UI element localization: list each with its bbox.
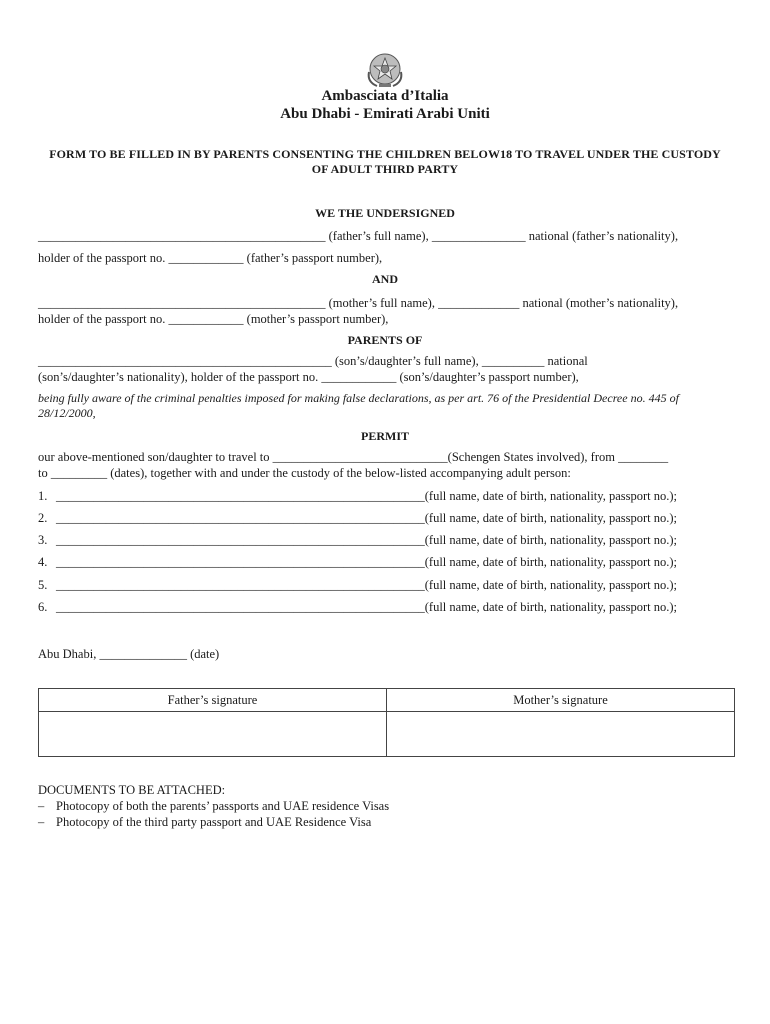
permit-destination-line: our above-mentioned son/daughter to travel to ____________________________(Schengen States involved), from ________ [38, 450, 669, 464]
form-title: FORM TO BE FILLED IN BY PARENTS CONSENTING THE CHILDREN BELOW18 TO TRAVEL UNDER THE CUSTODY OF ADULT THIRD PARTY [49, 147, 721, 176]
companion-number: 2. [38, 511, 48, 525]
embassy-name: Ambasciata d’Italia [321, 88, 449, 104]
document-item-text: Photocopy of the third party passport and UAE Residence Visa [56, 815, 372, 829]
section-and-heading: AND [372, 272, 398, 286]
companion-fields: ___________________________________________________________(full name, date of birth, nationality, passport no.); [56, 533, 678, 547]
document-item [38, 798, 735, 814]
companion-row [38, 533, 735, 548]
mother-passport-line: holder of the passport no. ____________ (mother’s passport number), [38, 312, 389, 326]
section-parents-heading: PARENTS OF [347, 333, 423, 347]
companion-number: 5. [38, 578, 48, 592]
mother-signature-label: Mother’s signature [387, 689, 735, 712]
companion-fields: ___________________________________________________________(full name, date of birth, nationality, passport no.); [56, 511, 678, 525]
father-name-line: ______________________________________________ (father’s full name), _______________ national (father’s nationality), [38, 229, 679, 243]
mother-signature-box[interactable] [387, 712, 735, 757]
companion-fields: ___________________________________________________________(full name, date of birth, nationality, passport no.); [56, 555, 678, 569]
companion-number: 3. [38, 533, 48, 547]
section-undersigned-heading: WE THE UNDERSIGNED [315, 206, 455, 220]
section-permit-heading: PERMIT [361, 429, 409, 443]
father-passport-line: holder of the passport no. ____________ (father’s passport number), [38, 251, 383, 265]
signature-table [38, 688, 735, 757]
companion-fields: ___________________________________________________________(full name, date of birth, nationality, passport no.); [56, 600, 678, 614]
child-passport-line: (son’s/daughter’s nationality), holder of the passport no. ____________ (son’s/daughter’s passport number), [38, 370, 579, 384]
document-item-text: Photocopy of both the parents’ passports and UAE residence Visas [56, 799, 390, 813]
embassy-location: Abu Dhabi - Emirati Arabi Uniti [280, 106, 490, 122]
italian-republic-emblem-icon [363, 50, 407, 90]
companion-fields: ___________________________________________________________(full name, date of birth, nationality, passport no.); [56, 578, 678, 592]
companion-row [38, 489, 735, 504]
companion-row [38, 578, 735, 593]
documents-heading: DOCUMENTS TO BE ATTACHED: [38, 783, 226, 797]
companion-number: 6. [38, 600, 48, 614]
companion-fields: ___________________________________________________________(full name, date of birth, nationality, passport no.); [56, 489, 678, 503]
documents-section [38, 782, 735, 830]
companion-number: 1. [38, 489, 48, 503]
document-item [38, 814, 735, 830]
father-signature-label: Father’s signature [39, 689, 387, 712]
father-signature-box[interactable] [39, 712, 387, 757]
permit-dates-line: to _________ (dates), together with and under the custody of the below-listed accompanying adult person: [38, 466, 571, 480]
dash-bullet: – [38, 815, 45, 829]
companion-row [38, 555, 735, 570]
companion-number: 4. [38, 555, 48, 569]
mother-name-line: ______________________________________________ (mother’s full name), _____________ national (mother’s nationality), [38, 296, 679, 310]
dash-bullet: – [38, 799, 45, 813]
place-date-line: Abu Dhabi, ______________ (date) [38, 647, 220, 661]
companion-row [38, 600, 735, 615]
companion-row [38, 511, 735, 526]
legal-declaration-note: being fully aware of the criminal penalties imposed for making false declarations, as per art. 76 of the Presidential Decree no. 445 of 28/12/2000, [38, 391, 679, 420]
child-name-line: _______________________________________________ (son’s/daughter’s full name), __________ national [38, 354, 588, 368]
